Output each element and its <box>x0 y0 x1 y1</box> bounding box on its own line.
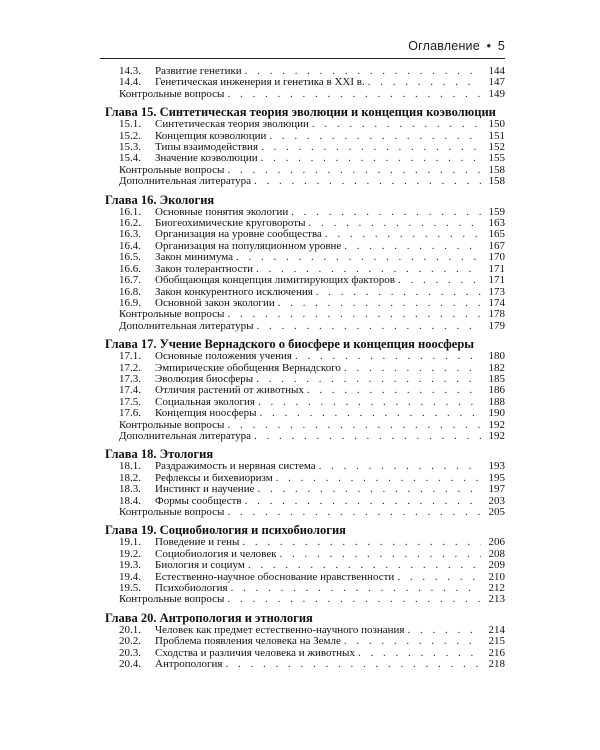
page-number: 212 <box>488 582 505 595</box>
section-number: 16.6. <box>119 262 141 275</box>
section-title: Рефлексы и бихевиоризм <box>155 471 273 484</box>
dot-leader <box>291 207 481 218</box>
section-number: 20.3. <box>119 646 141 659</box>
section-title: Организация на уровне сообщества <box>155 228 322 241</box>
section-title: Закон конкурентного исключения <box>155 285 313 298</box>
dot-leader <box>308 218 481 229</box>
section-number: 16.5. <box>119 251 141 264</box>
page-number: 171 <box>488 274 505 287</box>
page-number: 216 <box>488 646 505 659</box>
page-number: 147 <box>488 76 505 89</box>
section-title: Сходства и различия человека и животных <box>155 646 355 659</box>
page-number: 203 <box>488 494 505 507</box>
section-title: Раздражимость и нервная система <box>155 460 316 473</box>
table-of-contents <box>105 66 505 670</box>
dot-leader <box>319 461 481 472</box>
page-number: 173 <box>488 285 505 298</box>
section-number: 15.4. <box>119 152 141 165</box>
toc-entry[interactable] <box>105 321 505 332</box>
page-number: 185 <box>488 372 505 385</box>
section-number: 14.3. <box>119 65 141 77</box>
toc-entry-text <box>105 572 394 583</box>
section-title: Основной закон экологии <box>155 296 275 309</box>
dot-leader <box>260 408 482 419</box>
section-number: 18.1. <box>119 460 141 473</box>
section-number: 14.4. <box>119 76 141 89</box>
chapter-section-list <box>105 461 505 518</box>
section-title: Биогеохимические круговороты <box>155 217 306 230</box>
section-title: Контрольные вопросы <box>119 163 225 176</box>
dot-leader <box>344 363 481 374</box>
page-number: 158 <box>488 163 505 176</box>
section-title: Проблема появления человека на Земле <box>155 635 341 648</box>
running-header <box>408 39 505 53</box>
section-title: Социобиология и человек <box>155 547 277 560</box>
dot-leader <box>231 583 481 594</box>
section-number: 17.1. <box>119 350 141 363</box>
section-number: 20.1. <box>119 623 141 636</box>
dot-leader <box>325 229 481 240</box>
section-title: Эволюция биосферы <box>155 372 254 385</box>
section-number: 15.1. <box>119 118 141 131</box>
section-title: Контрольные вопросы <box>119 418 225 431</box>
dot-leader <box>312 119 481 130</box>
page-number: 218 <box>488 658 505 671</box>
section-title: Психобиология <box>155 582 228 595</box>
toc-entry-text <box>105 431 251 442</box>
dot-leader <box>408 625 482 636</box>
section-number: 15.3. <box>119 141 141 154</box>
page-number: 152 <box>488 141 505 154</box>
page-number: 208 <box>488 547 505 560</box>
chapter-section-list <box>105 351 505 442</box>
dot-leader <box>254 176 481 187</box>
toc-entry[interactable] <box>105 594 505 605</box>
dot-leader <box>227 507 481 518</box>
page-number: 190 <box>488 407 505 420</box>
section-title: Концепция коэволюции <box>155 129 267 142</box>
dot-leader <box>257 321 482 332</box>
toc-entry-text <box>105 648 355 659</box>
page-number: 192 <box>488 429 505 442</box>
dot-leader <box>261 142 481 153</box>
section-number: 19.5. <box>119 582 141 595</box>
page-number: 178 <box>488 308 505 321</box>
running-header-page-number: 5 <box>497 39 505 53</box>
dot-leader <box>261 153 481 164</box>
section-title: Контрольные вопросы <box>119 87 225 100</box>
toc-chapters <box>105 105 505 670</box>
page-number: 163 <box>488 217 505 230</box>
section-number: 17.6. <box>119 407 141 420</box>
page-number: 182 <box>488 361 505 374</box>
section-number: 17.2. <box>119 361 141 374</box>
section-number: 19.3. <box>119 559 141 572</box>
dot-leader <box>280 549 481 560</box>
page-number: 151 <box>488 129 505 142</box>
page-number: 209 <box>488 559 505 572</box>
section-title: Концепция ноосферы <box>155 407 257 420</box>
section-number: 20.4. <box>119 658 141 671</box>
section-title: Контрольные вопросы <box>119 593 225 606</box>
section-number: 16.3. <box>119 228 141 241</box>
section-title: Значение коэволюции <box>155 152 258 165</box>
section-title: Человек как предмет естественно-научного познания <box>155 623 405 636</box>
page-number: 210 <box>488 570 505 583</box>
dot-leader <box>368 77 481 88</box>
section-title: Инстинкт и научение <box>155 483 255 496</box>
section-title: Контрольные вопросы <box>119 506 225 518</box>
page-number: 165 <box>488 228 505 241</box>
section-title: Организация на популяционном уровне <box>155 239 342 252</box>
toc-entry-text <box>105 89 224 100</box>
page-number: 155 <box>488 152 505 165</box>
toc-entry-text <box>105 594 224 605</box>
toc-entry[interactable] <box>105 89 505 100</box>
page-number: 170 <box>488 251 505 264</box>
section-title: Дополнительная литература <box>119 429 251 442</box>
toc-entry-text <box>105 321 254 332</box>
section-title: Контрольные вопросы <box>119 308 225 321</box>
dot-leader <box>227 420 481 431</box>
section-title: Развитие генетики <box>155 65 242 77</box>
toc-entry-text <box>105 507 224 518</box>
section-title: Биология и социум <box>155 559 245 572</box>
dot-leader <box>307 385 481 396</box>
section-number: 16.9. <box>119 296 141 309</box>
toc-entry[interactable] <box>105 431 505 442</box>
page-number: 159 <box>488 205 505 218</box>
section-number: 15.2. <box>119 129 141 142</box>
section-title: Дополнительная литература <box>119 175 251 188</box>
section-title: Эмпирические обобщения Вернадского <box>155 361 341 374</box>
section-title: Закон минимума <box>155 251 234 264</box>
section-number: 17.3. <box>119 372 141 385</box>
chapter-section-list <box>105 207 505 332</box>
dot-leader <box>227 309 481 320</box>
dot-leader <box>269 131 481 142</box>
page-number: 144 <box>488 65 505 77</box>
page-number: 205 <box>488 506 505 518</box>
page-number: 195 <box>488 471 505 484</box>
dot-leader <box>316 287 481 298</box>
page-number: 171 <box>488 262 505 275</box>
dot-leader <box>242 537 481 548</box>
toc-entry[interactable] <box>105 176 505 187</box>
section-title: Поведение и гены <box>155 536 240 549</box>
section-title: Типы взаимодействия <box>155 141 259 154</box>
page-number: 180 <box>488 350 505 363</box>
section-title: Антропология <box>155 658 223 671</box>
page-number: 192 <box>488 418 505 431</box>
section-number: 19.2. <box>119 547 141 560</box>
running-header-title: Оглавление <box>408 39 480 53</box>
section-title: Основные понятия экологии <box>155 205 289 218</box>
section-title: Формы сообществ <box>155 494 242 507</box>
page-number: 179 <box>488 319 505 332</box>
section-title: Основные положения учения <box>155 350 292 363</box>
dot-leader <box>254 431 481 442</box>
chapter-title[interactable]: Глава 17. Учение Вернадского о биосфере и концепция ноосферы <box>105 337 475 352</box>
section-title: Обобщающая концепция лимитирующих факторов <box>155 274 395 287</box>
page-number: 215 <box>488 635 505 648</box>
chapter-title[interactable]: Глава 16. Экология <box>105 192 215 207</box>
section-number: 20.2. <box>119 635 141 648</box>
chapter-section-list <box>105 537 505 605</box>
section-number: 18.2. <box>119 471 141 484</box>
dot-leader <box>258 397 481 408</box>
chapter-title[interactable]: Глава 19. Социобиология и психобиология <box>105 523 346 538</box>
chapter-title[interactable]: Глава 18. Этология <box>105 447 214 462</box>
section-number: 16.8. <box>119 285 141 298</box>
bullet-separator: • <box>486 39 492 53</box>
chapter-title[interactable]: Глава 20. Антропология и этнология <box>105 610 313 625</box>
dot-leader <box>227 89 481 100</box>
section-title: Отличия растений от животных <box>155 384 304 397</box>
section-number: 18.4. <box>119 494 141 507</box>
section-number: 17.4. <box>119 384 141 397</box>
chapter-title[interactable]: Глава 15. Синтетическая теория эволюции и концепция коэволюции <box>105 105 496 120</box>
section-number: 16.1. <box>119 205 141 218</box>
page-number: 214 <box>488 623 505 636</box>
section-number: 19.1. <box>119 536 141 549</box>
dot-leader <box>227 594 481 605</box>
dot-leader <box>278 298 481 309</box>
page-number: 186 <box>488 384 505 397</box>
section-title: Естественно-научное обоснование нравственности <box>155 570 395 583</box>
toc-entry-text <box>105 659 222 670</box>
dot-leader <box>257 484 481 495</box>
toc-continued-list <box>105 66 505 100</box>
section-title: Дополнительная литературы <box>119 319 254 332</box>
section-number: 16.7. <box>119 274 141 287</box>
dot-leader <box>236 252 481 263</box>
page-number: 193 <box>488 460 505 473</box>
page-number: 149 <box>488 87 505 100</box>
dot-leader <box>276 473 481 484</box>
dot-leader <box>397 572 481 583</box>
header-rule <box>100 58 505 59</box>
dot-leader <box>227 165 481 176</box>
chapter-section-list <box>105 119 505 187</box>
section-number: 16.2. <box>119 217 141 230</box>
page-number: 167 <box>488 239 505 252</box>
dot-leader <box>245 496 481 507</box>
section-title: Генетическая инженерия и генетика в XXI в. <box>155 76 365 89</box>
section-title: Синтетическая теория эволюции <box>155 118 309 131</box>
dot-leader <box>398 275 481 286</box>
section-number: 18.3. <box>119 483 141 496</box>
section-number: 16.4. <box>119 239 141 252</box>
dot-leader <box>344 636 481 647</box>
page-number: 197 <box>488 483 505 496</box>
page-number: 206 <box>488 536 505 549</box>
page-number: 158 <box>488 175 505 188</box>
dot-leader <box>225 659 481 670</box>
section-title: Социальная экология <box>155 395 255 408</box>
page-number: 188 <box>488 395 505 408</box>
page-number: 174 <box>488 296 505 309</box>
page-number: 213 <box>488 593 505 606</box>
toc-entry-text <box>105 176 251 187</box>
section-title: Закон толерантности <box>155 262 254 275</box>
section-number: 17.5. <box>119 395 141 408</box>
chapter-section-list <box>105 625 505 671</box>
dot-leader <box>344 241 481 252</box>
toc-entry[interactable] <box>105 507 505 518</box>
toc-entry[interactable] <box>105 659 505 670</box>
dot-leader <box>358 648 481 659</box>
page-number: 150 <box>488 118 505 131</box>
section-number: 19.4. <box>119 570 141 583</box>
